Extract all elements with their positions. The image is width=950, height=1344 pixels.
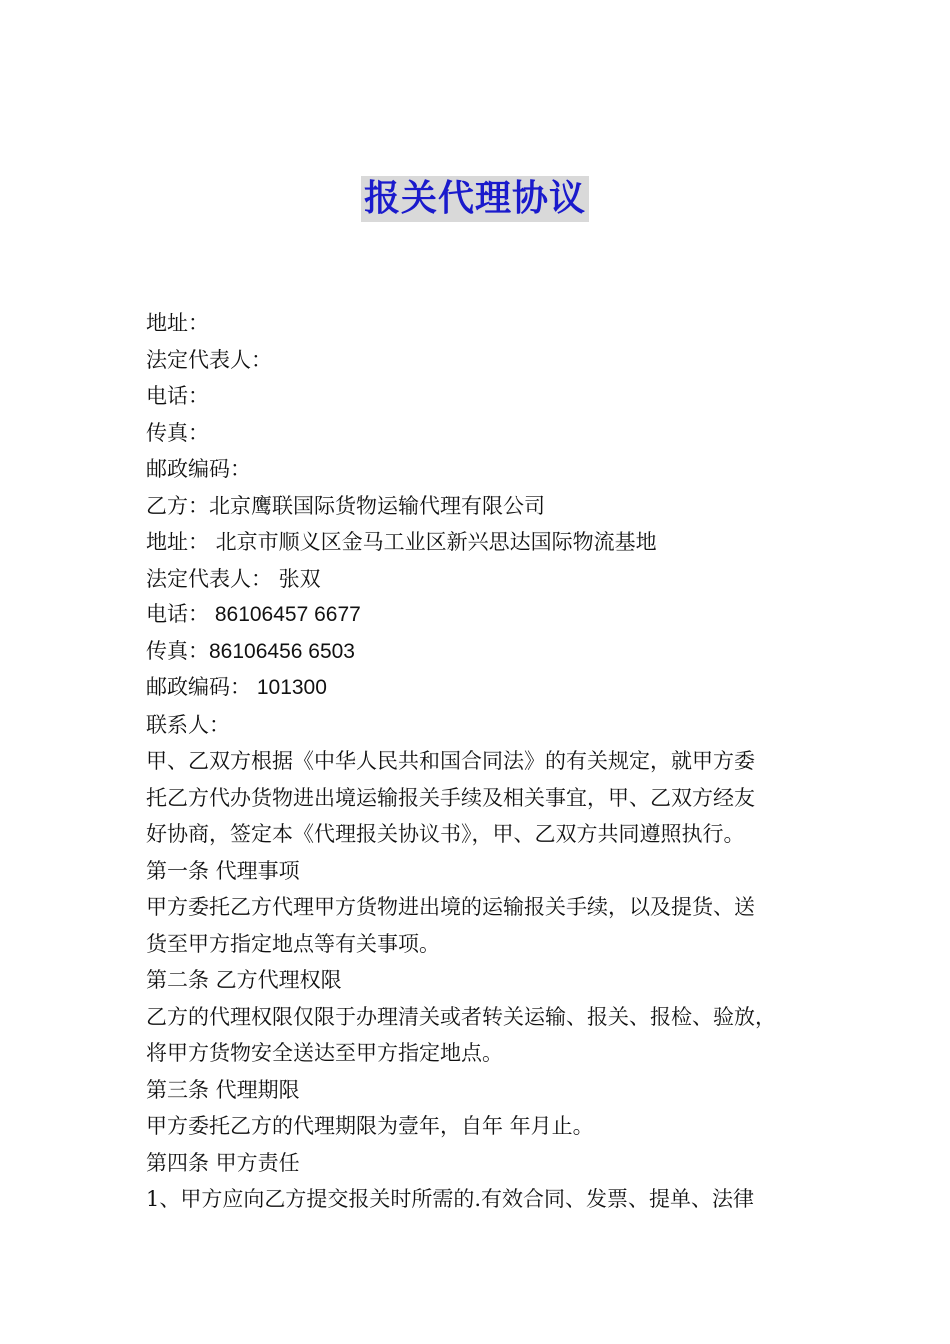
article-heading: 第二条 乙方代理权限 — [146, 968, 342, 992]
party-a-address: 地址： — [146, 311, 209, 335]
article-text: 货至甲方指定地点等有关事项。 — [146, 931, 440, 956]
article-text: 乙方的代理权限仅限于办理清关或者转关运输、报关、报检、验放， — [146, 1004, 776, 1029]
party-b-postal-code: 邮政编码： 101300 — [146, 676, 327, 699]
preamble-line: 好协商，签定本《代理报关协议书》，甲、乙双方共同遵照执行。 — [146, 822, 745, 846]
preamble-line: 甲、乙双方根据《中华人民共和国合同法》的有关规定，就甲方委 — [146, 749, 755, 773]
party-b-name: 乙方：北京鹰联国际货物运输代理有限公司 — [146, 493, 545, 518]
party-b-legal-representative: 法定代表人： 张双 — [146, 566, 321, 591]
article-heading: 第四条 甲方责任 — [146, 1150, 300, 1175]
party-b-contact: 联系人： — [146, 712, 230, 737]
party-a-postal-code: 邮政编码： — [146, 457, 251, 481]
document-body — [146, 305, 826, 1218]
article-heading: 第一条 代理事项 — [146, 858, 300, 883]
party-a-fax: 传真： — [146, 420, 209, 445]
article-text: 甲方委托乙方的代理期限为壹年，自年 年月止。 — [146, 1114, 594, 1138]
party-b-address: 地址： 北京市顺义区金马工业区新兴思达国际物流基地 — [146, 530, 657, 554]
party-a-phone: 电话： — [146, 384, 209, 408]
article-text: 将甲方货物安全送达至甲方指定地点。 — [146, 1041, 503, 1065]
party-a-legal-representative: 法定代表人： — [146, 347, 272, 372]
document-title: 报关代理协议 — [361, 176, 589, 222]
party-b-phone: 电话： 86106457 6677 — [146, 603, 361, 626]
article-text: 甲方委托乙方代理甲方货物进出境的运输报关手续，以及提货、送 — [146, 895, 755, 919]
article-heading: 第三条 代理期限 — [146, 1077, 300, 1102]
party-b-fax: 传真：86106456 6503 — [146, 639, 355, 663]
preamble-line: 托乙方代办货物进出境运输报关手续及相关事宜，甲、乙双方经友 — [146, 785, 755, 810]
title-container — [0, 176, 950, 222]
article-text: 1、甲方应向乙方提交报关时所需的.有效合同、发票、提单、法律 — [146, 1187, 755, 1211]
